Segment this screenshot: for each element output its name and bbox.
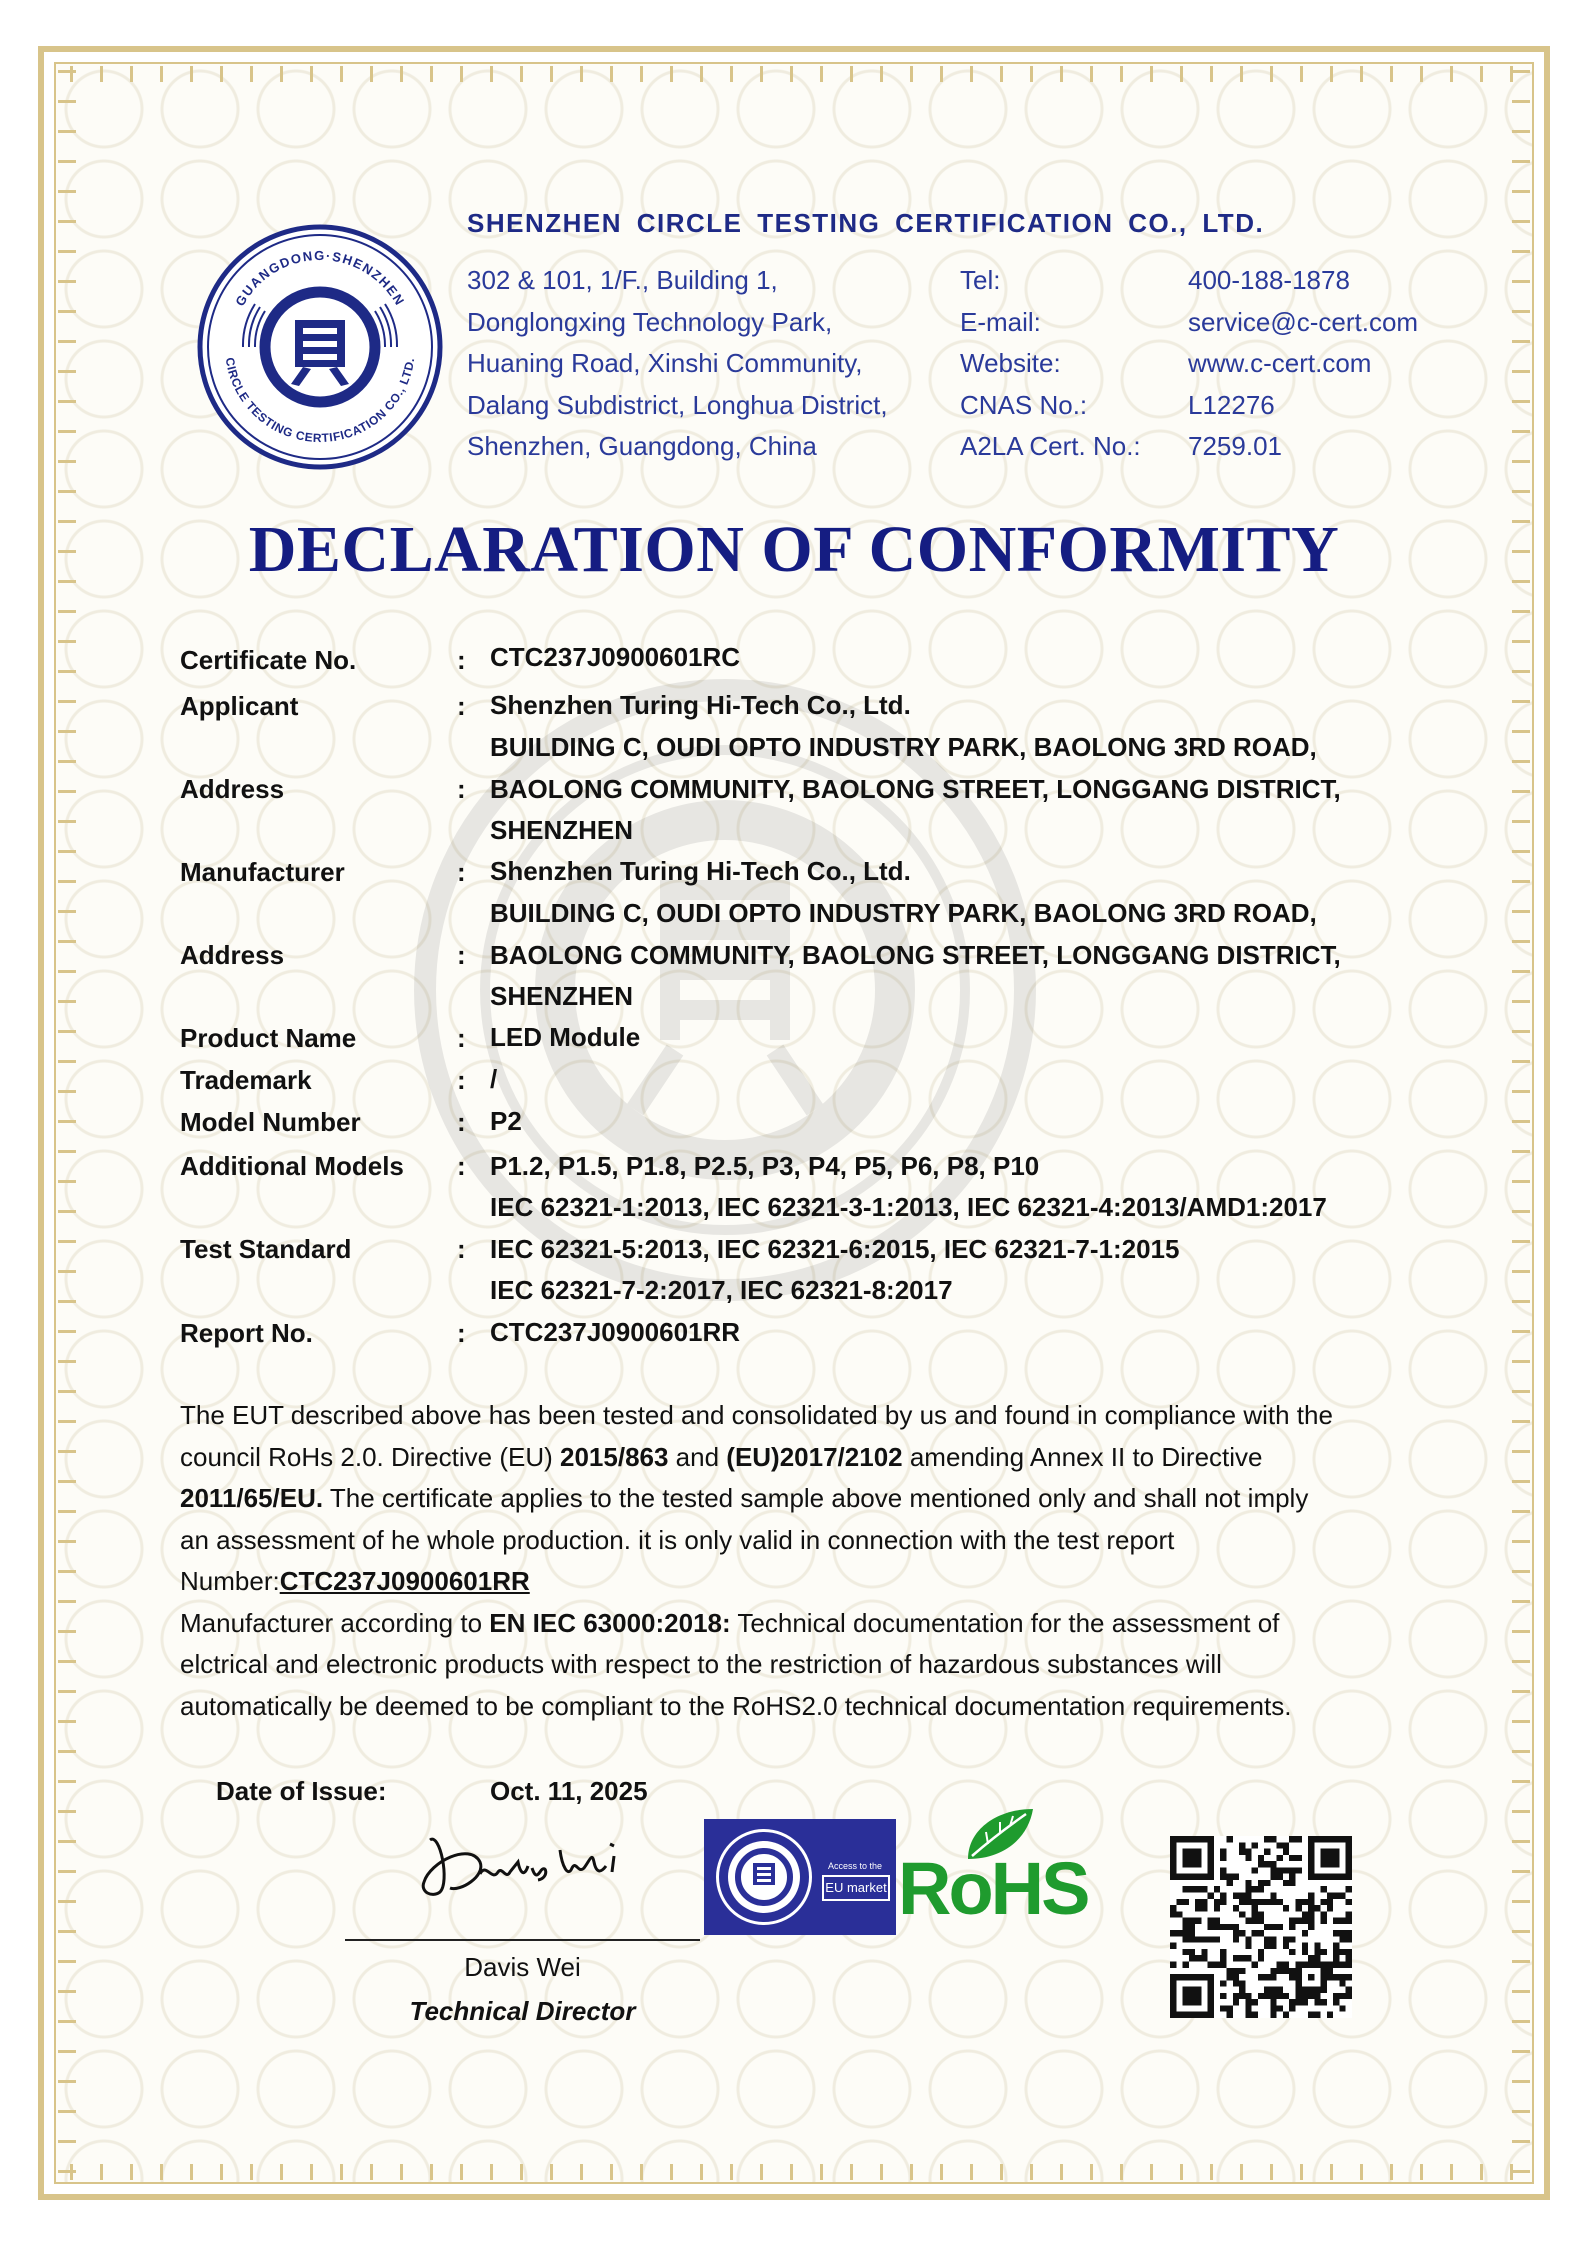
address-line: Dalang Subdistrict, Longhua District, bbox=[467, 389, 888, 420]
statement-line: council RoHs 2.0. Directive (EU) 2015/863 and (EU)2017/2102 amending Annex II to Directive bbox=[180, 1441, 1263, 1472]
badge-seal-icon bbox=[728, 1841, 800, 1913]
email-label: E-mail: bbox=[960, 306, 1041, 337]
colon: : bbox=[457, 645, 466, 675]
cnas-value: L12276 bbox=[1188, 389, 1275, 420]
applicant-address-value bbox=[490, 727, 1341, 852]
tel-value: 400-188-1878 bbox=[1188, 265, 1350, 295]
badge-eu-market-text: EU market bbox=[822, 1875, 890, 1901]
model-number-value: P2 bbox=[490, 1106, 522, 1136]
manufacturer-address-value bbox=[490, 893, 1341, 1018]
report-no-label: Report No. bbox=[180, 1318, 313, 1348]
address-line: SHENZHEN bbox=[490, 981, 634, 1011]
manufacturer-value: Shenzhen Turing Hi-Tech Co., Ltd. bbox=[490, 856, 911, 886]
colon: : bbox=[457, 1065, 466, 1095]
additional-models-value: P1.2, P1.5, P1.8, P2.5, P3, P4, P5, P6, P8, P10 bbox=[490, 1151, 1040, 1181]
colon: : bbox=[457, 857, 466, 887]
a2la-value: 7259.01 bbox=[1188, 431, 1282, 461]
address-line: BAOLONG COMMUNITY, BAOLONG STREET, LONGGANG DISTRICT, bbox=[490, 939, 1341, 970]
email-value: service@c-cert.com bbox=[1188, 306, 1419, 337]
certificate-no-label: Certificate No. bbox=[180, 645, 357, 675]
contact-labels bbox=[960, 260, 1141, 468]
badge-access-text: Access to the bbox=[827, 1861, 883, 1871]
applicant-label: Applicant bbox=[180, 691, 299, 721]
colon: : bbox=[457, 1234, 466, 1264]
test-standard-value bbox=[490, 1187, 1327, 1312]
standard-line: IEC 62321-5:2013, IEC 62321-6:2015, IEC 62321-7-1:2015 bbox=[490, 1233, 1180, 1264]
statement-line: The EUT described above has been tested and consolidated by us and found in compliance with the bbox=[180, 1400, 1333, 1430]
report-number-link: CTC237J0900601RR bbox=[279, 1566, 530, 1596]
report-no-value: CTC237J0900601RR bbox=[490, 1317, 741, 1347]
product-name-value: LED Module bbox=[490, 1022, 641, 1052]
website-value: www.c-cert.com bbox=[1188, 348, 1372, 378]
address-line: 302 & 101, 1/F., Building 1, bbox=[467, 265, 778, 295]
address-line: BAOLONG COMMUNITY, BAOLONG STREET, LONGGANG DISTRICT, bbox=[490, 773, 1341, 804]
tel-label: Tel: bbox=[960, 265, 1001, 295]
colon: : bbox=[457, 691, 466, 721]
manufacturer-address-label: Address bbox=[180, 940, 285, 970]
bottom-border-ornament bbox=[70, 2164, 1520, 2180]
statement-line: Number:CTC237J0900601RR bbox=[180, 1566, 530, 1596]
signer-name: Davis Wei bbox=[464, 1952, 581, 1982]
product-name-label: Product Name bbox=[180, 1023, 357, 1053]
statement-line: automatically be deemed to be compliant to the RoHS2.0 technical documentation requirements. bbox=[180, 1690, 1292, 1721]
trademark-label: Trademark bbox=[180, 1065, 312, 1095]
date-of-issue-value: Oct. 11, 2025 bbox=[490, 1776, 648, 1806]
model-number-label: Model Number bbox=[180, 1107, 361, 1137]
website-label: Website: bbox=[960, 348, 1061, 378]
left-border-ornament bbox=[58, 70, 76, 2176]
colon: : bbox=[457, 1318, 466, 1348]
trademark-value: / bbox=[490, 1064, 498, 1094]
standard-line: IEC 62321-7-2:2017, IEC 62321-8:2017 bbox=[490, 1275, 953, 1305]
address-line: BUILDING C, OUDI OPTO INDUSTRY PARK, BAOLONG 3RD ROAD, bbox=[490, 732, 1317, 762]
a2la-label: A2LA Cert. No.: bbox=[960, 431, 1141, 461]
applicant-value: Shenzhen Turing Hi-Tech Co., Ltd. bbox=[490, 690, 911, 720]
svg-text:CIRCLE TESTING CERTIFICATION C: CIRCLE TESTING CERTIFICATION CO., LTD. bbox=[222, 356, 418, 446]
document-title: DECLARATION OF CONFORMITY bbox=[248, 513, 1340, 586]
applicant-address-label: Address bbox=[180, 774, 285, 804]
address-line: Huaning Road, Xinshi Community, bbox=[467, 348, 863, 378]
svg-text:GUANGDONG·SHENZHEN: GUANGDONG·SHENZHEN bbox=[232, 247, 408, 309]
rohs-logo bbox=[898, 1804, 1098, 1944]
signer-title: Technical Director bbox=[409, 1996, 636, 2026]
company-name: SHENZHEN CIRCLE TESTING CERTIFICATION CO., LTD. bbox=[467, 208, 1265, 238]
additional-models-label: Additional Models bbox=[180, 1151, 404, 1181]
colon: : bbox=[457, 940, 466, 970]
cnas-label: CNAS No.: bbox=[960, 389, 1088, 420]
date-of-issue-label: Date of Issue: bbox=[216, 1776, 387, 1806]
address-line: BUILDING C, OUDI OPTO INDUSTRY PARK, BAOLONG 3RD ROAD, bbox=[490, 898, 1317, 928]
contact-values bbox=[1188, 260, 1418, 468]
compliance-statement bbox=[180, 1395, 1440, 1727]
handwritten-signature-icon bbox=[410, 1822, 640, 1902]
colon: : bbox=[457, 774, 466, 804]
test-standard-label: Test Standard bbox=[180, 1234, 352, 1264]
standard-line: IEC 62321-1:2013, IEC 62321-3-1:2013, IEC 62321-4:2013/AMD1:2017 bbox=[490, 1192, 1327, 1222]
statement-line: elctrical and electronic products with respect to the restriction of hazardous substances will bbox=[180, 1649, 1222, 1679]
colon: : bbox=[457, 1107, 466, 1137]
top-border-ornament bbox=[70, 66, 1520, 82]
colon: : bbox=[457, 1151, 466, 1181]
colon: : bbox=[457, 1023, 466, 1053]
company-seal-logo-icon bbox=[195, 222, 445, 472]
statement-line: 2011/65/EU. The certificate applies to the tested sample above mentioned only and shall not imply bbox=[180, 1483, 1309, 1513]
eu-market-badge bbox=[704, 1819, 896, 1935]
address-line: Donglongxing Technology Park, bbox=[467, 306, 833, 337]
address-line: Shenzhen, Guangdong, China bbox=[467, 431, 817, 461]
statement-line: Manufacturer according to EN IEC 63000:2018: Technical documentation for the assessment of bbox=[180, 1607, 1280, 1638]
company-address bbox=[467, 260, 888, 468]
statement-line: an assessment of he whole production. it is only valid in connection with the test report bbox=[180, 1524, 1175, 1555]
qr-code-icon[interactable] bbox=[1170, 1836, 1352, 2018]
rohs-text: RoHS bbox=[898, 1847, 1088, 1930]
signature-line bbox=[345, 1939, 700, 1941]
address-line: SHENZHEN bbox=[490, 815, 634, 845]
certificate-no-value: CTC237J0900601RC bbox=[490, 642, 741, 672]
right-border-ornament bbox=[1512, 70, 1530, 2176]
manufacturer-label: Manufacturer bbox=[180, 857, 345, 887]
